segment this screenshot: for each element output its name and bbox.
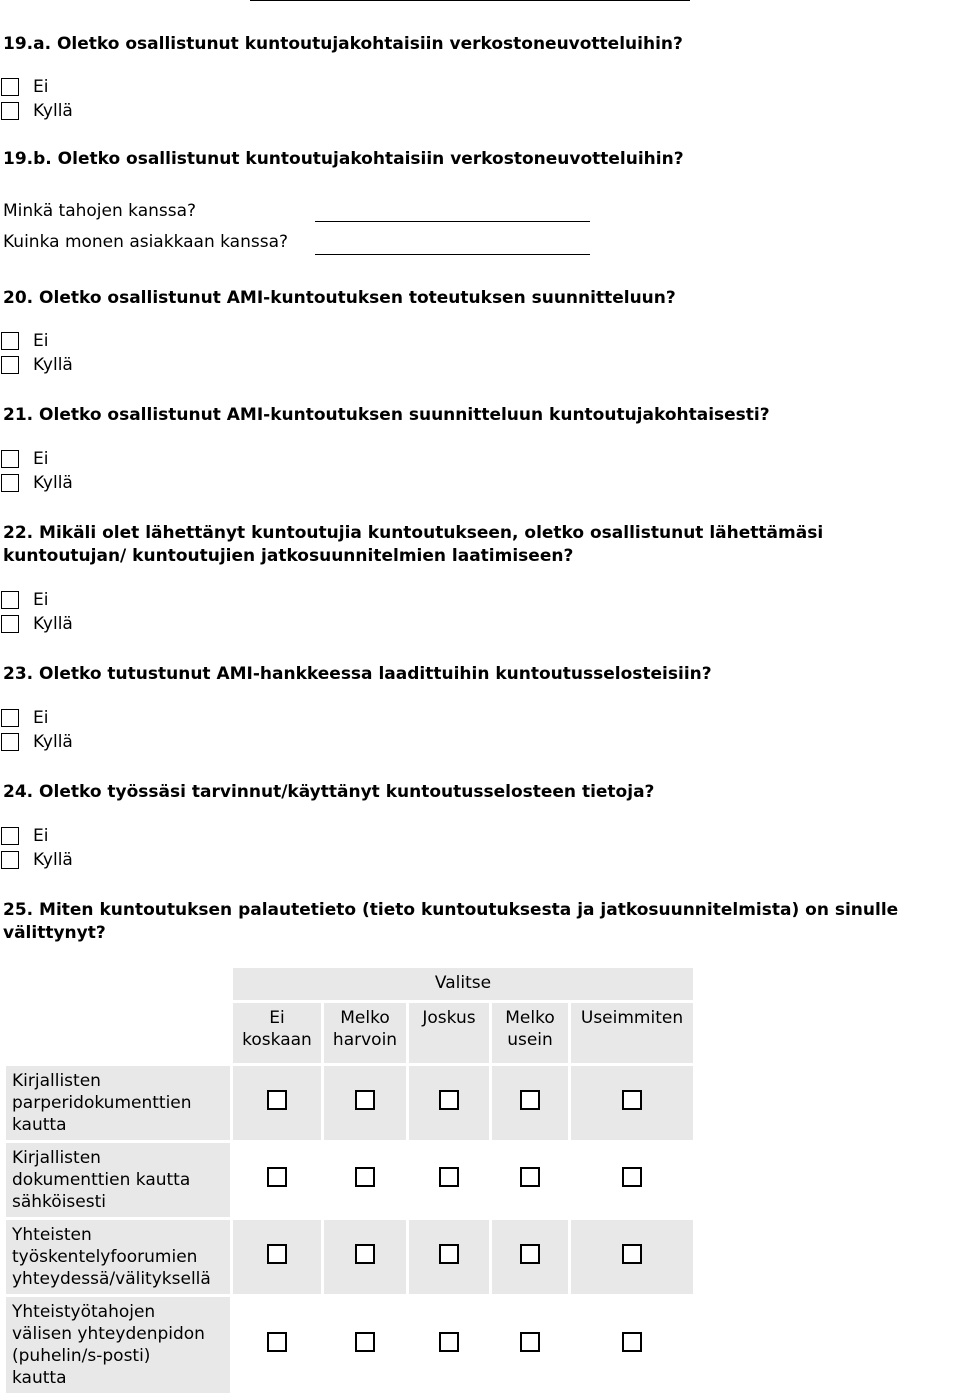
grid-cell[interactable] bbox=[324, 1143, 406, 1217]
question-22-line1: 22. Mikäli olet lähettänyt kuntoutujia kuntoutukseen, oletko osallistunut lähettämäsi bbox=[3, 523, 824, 543]
grid-cell[interactable] bbox=[324, 1066, 406, 1140]
grid-cell[interactable] bbox=[492, 1066, 568, 1140]
grid-group-header: Valitse bbox=[233, 968, 693, 1000]
row-label: Kirjallisten dokumenttien kautta sähköisesti bbox=[6, 1143, 230, 1217]
grid-cell[interactable] bbox=[571, 1220, 693, 1294]
question-19b: 19.b. Oletko osallistunut kuntoutujakohtaisiin verkostoneuvotteluihin? bbox=[3, 149, 684, 169]
column-header: Melko usein bbox=[492, 1003, 568, 1063]
checkbox[interactable] bbox=[520, 1167, 540, 1187]
checkbox[interactable] bbox=[267, 1244, 287, 1264]
frequency-grid bbox=[3, 965, 696, 1396]
checkbox[interactable] bbox=[520, 1090, 540, 1110]
grid-corner bbox=[6, 968, 230, 1000]
checkbox[interactable] bbox=[355, 1167, 375, 1187]
column-header: Useimmiten bbox=[571, 1003, 693, 1063]
grid-cell[interactable] bbox=[233, 1066, 321, 1140]
grid-cell[interactable] bbox=[409, 1220, 489, 1294]
checkbox[interactable] bbox=[622, 1332, 642, 1352]
question-19b-line2: Kuinka monen asiakkaan kanssa? bbox=[3, 232, 289, 252]
checkbox[interactable] bbox=[439, 1244, 459, 1264]
top-rule bbox=[250, 0, 690, 1]
grid-cell[interactable] bbox=[409, 1066, 489, 1140]
checkbox[interactable] bbox=[1, 356, 19, 374]
grid-cell[interactable] bbox=[492, 1143, 568, 1217]
grid-cell[interactable] bbox=[233, 1297, 321, 1393]
question-19a: 19.a. Oletko osallistunut kuntoutujakohtaisiin verkostoneuvotteluihin? bbox=[3, 34, 683, 54]
answer-line-tahot[interactable] bbox=[315, 200, 590, 222]
question-25-line2: välittynyt? bbox=[3, 923, 106, 943]
checkbox[interactable] bbox=[355, 1090, 375, 1110]
checkbox[interactable] bbox=[267, 1090, 287, 1110]
checkbox[interactable] bbox=[1, 827, 19, 845]
checkbox[interactable] bbox=[355, 1332, 375, 1352]
row-label: Yhteisten työskentelyfoorumien yhteydessä/välityksellä bbox=[6, 1220, 230, 1294]
grid-cell[interactable] bbox=[409, 1143, 489, 1217]
checkbox[interactable] bbox=[1, 450, 19, 468]
grid-cell[interactable] bbox=[233, 1220, 321, 1294]
checkbox[interactable] bbox=[439, 1090, 459, 1110]
checkbox[interactable] bbox=[1, 733, 19, 751]
grid-cell[interactable] bbox=[324, 1220, 406, 1294]
question-20: 20. Oletko osallistunut AMI-kuntoutuksen toteutuksen suunnitteluun? bbox=[3, 288, 676, 308]
grid-cell[interactable] bbox=[571, 1066, 693, 1140]
checkbox[interactable] bbox=[1, 709, 19, 727]
grid-cell[interactable] bbox=[324, 1297, 406, 1393]
question-24: 24. Oletko työssäsi tarvinnut/käyttänyt kuntoutusselosteen tietoja? bbox=[3, 782, 655, 802]
checkbox[interactable] bbox=[622, 1244, 642, 1264]
grid-cell[interactable] bbox=[492, 1297, 568, 1393]
grid-cell[interactable] bbox=[492, 1220, 568, 1294]
grid-corner-2 bbox=[6, 1003, 230, 1063]
checkbox[interactable] bbox=[1, 332, 19, 350]
checkbox[interactable] bbox=[355, 1244, 375, 1264]
grid-cell[interactable] bbox=[409, 1297, 489, 1393]
checkbox[interactable] bbox=[267, 1332, 287, 1352]
checkbox[interactable] bbox=[439, 1167, 459, 1187]
checkbox[interactable] bbox=[520, 1332, 540, 1352]
table-row bbox=[6, 1220, 693, 1294]
checkbox[interactable] bbox=[622, 1167, 642, 1187]
question-25-line1: 25. Miten kuntoutuksen palautetieto (tieto kuntoutuksesta ja jatkosuunnitelmista) on sinulle bbox=[3, 900, 899, 920]
checkbox[interactable] bbox=[520, 1244, 540, 1264]
table-row bbox=[6, 1297, 693, 1393]
table-row bbox=[6, 1143, 693, 1217]
grid-cell[interactable] bbox=[233, 1143, 321, 1217]
checkbox[interactable] bbox=[1, 615, 19, 633]
checkbox[interactable] bbox=[1, 851, 19, 869]
question-22-line2: kuntoutujan/ kuntoutujien jatkosuunnitelmien laatimiseen? bbox=[3, 546, 574, 566]
question-21: 21. Oletko osallistunut AMI-kuntoutuksen suunnitteluun kuntoutujakohtaisesti? bbox=[3, 405, 770, 425]
column-header: Melko harvoin bbox=[324, 1003, 406, 1063]
grid-cell[interactable] bbox=[571, 1143, 693, 1217]
answer-line-asiakkaat[interactable] bbox=[315, 233, 590, 255]
column-header: Joskus bbox=[409, 1003, 489, 1063]
table-row bbox=[6, 1066, 693, 1140]
row-label: Kirjallisten parperidokumenttien kautta bbox=[6, 1066, 230, 1140]
column-header: Ei koskaan bbox=[233, 1003, 321, 1063]
question-19b-line1: Minkä tahojen kanssa? bbox=[3, 201, 197, 221]
checkbox[interactable] bbox=[1, 102, 19, 120]
row-label: Yhteistyötahojen välisen yhteydenpidon (puhelin/s-posti) kautta bbox=[6, 1297, 230, 1393]
checkbox[interactable] bbox=[622, 1090, 642, 1110]
checkbox[interactable] bbox=[1, 591, 19, 609]
checkbox[interactable] bbox=[1, 78, 19, 96]
checkbox[interactable] bbox=[439, 1332, 459, 1352]
checkbox[interactable] bbox=[267, 1167, 287, 1187]
question-23: 23. Oletko tutustunut AMI-hankkeessa laadittuihin kuntoutusselosteisiin? bbox=[3, 664, 712, 684]
grid-cell[interactable] bbox=[571, 1297, 693, 1393]
checkbox[interactable] bbox=[1, 474, 19, 492]
